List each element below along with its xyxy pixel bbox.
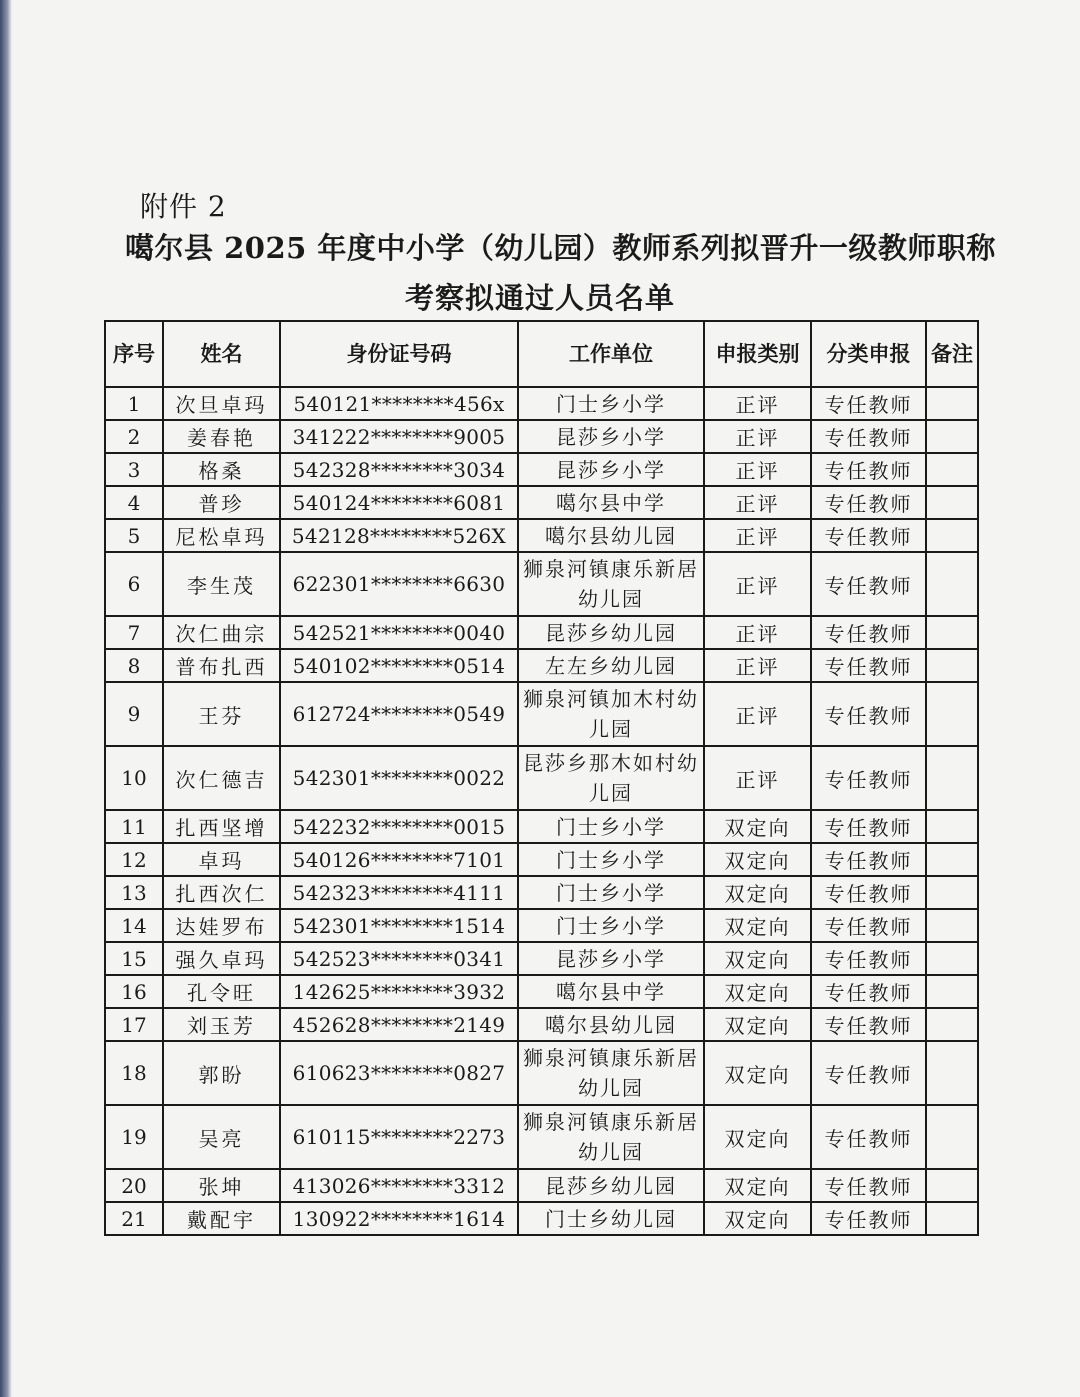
cell-application-type: 双定向 xyxy=(704,1169,811,1202)
document-title-line2: 考察拟通过人员名单 xyxy=(404,281,675,315)
table-row xyxy=(105,810,978,843)
table-row xyxy=(105,1008,978,1041)
cell-id-number: 610623********0827 xyxy=(280,1041,518,1105)
cell-category: 专任教师 xyxy=(811,616,926,649)
cell-note xyxy=(926,519,978,552)
cell-no: 17 xyxy=(105,1008,163,1041)
cell-application-type: 正评 xyxy=(704,649,811,682)
cell-application-type: 双定向 xyxy=(704,876,811,909)
cell-category: 专任教师 xyxy=(811,682,926,746)
cell-name: 次仁曲宗 xyxy=(163,616,280,649)
table-row xyxy=(105,682,978,746)
cell-no: 12 xyxy=(105,843,163,876)
cell-application-type: 双定向 xyxy=(704,942,811,975)
cell-no: 15 xyxy=(105,942,163,975)
table-row xyxy=(105,746,978,810)
cell-category: 专任教师 xyxy=(811,746,926,810)
table-row xyxy=(105,1169,978,1202)
cell-work-unit: 门士乡小学 xyxy=(518,876,704,909)
cell-id-number: 452628********2149 xyxy=(280,1008,518,1041)
cell-note xyxy=(926,975,978,1008)
cell-no: 16 xyxy=(105,975,163,1008)
cell-note xyxy=(926,909,978,942)
cell-note xyxy=(926,942,978,975)
col-header-unit: 工作单位 xyxy=(518,321,704,387)
cell-note xyxy=(926,1008,978,1041)
cell-no: 2 xyxy=(105,420,163,453)
cell-name: 吴亮 xyxy=(163,1105,280,1169)
cell-application-type: 双定向 xyxy=(704,1105,811,1169)
cell-application-type: 正评 xyxy=(704,616,811,649)
cell-work-unit: 门士乡小学 xyxy=(518,387,704,420)
cell-id-number: 130922********1614 xyxy=(280,1202,518,1235)
cell-application-type: 双定向 xyxy=(704,1202,811,1235)
cell-note xyxy=(926,616,978,649)
cell-no: 9 xyxy=(105,682,163,746)
cell-application-type: 正评 xyxy=(704,746,811,810)
cell-work-unit: 昆莎乡小学 xyxy=(518,453,704,486)
table-row xyxy=(105,1105,978,1169)
cell-note xyxy=(926,420,978,453)
table-row xyxy=(105,387,978,420)
cell-id-number: 542328********3034 xyxy=(280,453,518,486)
table-row xyxy=(105,843,978,876)
cell-note xyxy=(926,1202,978,1235)
cell-application-type: 正评 xyxy=(704,552,811,616)
cell-name: 卓玛 xyxy=(163,843,280,876)
candidate-table xyxy=(104,320,979,1236)
cell-category: 专任教师 xyxy=(811,1008,926,1041)
cell-name: 强久卓玛 xyxy=(163,942,280,975)
cell-category: 专任教师 xyxy=(811,519,926,552)
cell-no: 10 xyxy=(105,746,163,810)
cell-no: 20 xyxy=(105,1169,163,1202)
cell-category: 专任教师 xyxy=(811,486,926,519)
cell-category: 专任教师 xyxy=(811,810,926,843)
cell-note xyxy=(926,649,978,682)
cell-note xyxy=(926,810,978,843)
cell-application-type: 双定向 xyxy=(704,843,811,876)
cell-id-number: 540126********7101 xyxy=(280,843,518,876)
cell-work-unit: 狮泉河镇康乐新居幼儿园 xyxy=(518,1041,704,1105)
cell-category: 专任教师 xyxy=(811,552,926,616)
cell-work-unit: 门士乡小学 xyxy=(518,810,704,843)
table-row xyxy=(105,453,978,486)
cell-category: 专任教师 xyxy=(811,649,926,682)
cell-id-number: 540124********6081 xyxy=(280,486,518,519)
cell-id-number: 540121********456x xyxy=(280,387,518,420)
cell-work-unit: 噶尔县幼儿园 xyxy=(518,1008,704,1041)
attachment-label: 附件 2 xyxy=(140,190,227,223)
cell-work-unit: 狮泉河镇康乐新居幼儿园 xyxy=(518,1105,704,1169)
cell-category: 专任教师 xyxy=(811,1041,926,1105)
col-header-type: 申报类别 xyxy=(704,321,811,387)
cell-category: 专任教师 xyxy=(811,942,926,975)
cell-application-type: 正评 xyxy=(704,420,811,453)
cell-id-number: 542523********0341 xyxy=(280,942,518,975)
cell-work-unit: 门士乡小学 xyxy=(518,843,704,876)
page-edge-shadow xyxy=(0,0,12,1397)
cell-name: 格桑 xyxy=(163,453,280,486)
cell-no: 19 xyxy=(105,1105,163,1169)
cell-work-unit: 狮泉河镇康乐新居幼儿园 xyxy=(518,552,704,616)
cell-name: 达娃罗布 xyxy=(163,909,280,942)
cell-id-number: 542301********0022 xyxy=(280,746,518,810)
table-row xyxy=(105,519,978,552)
cell-no: 6 xyxy=(105,552,163,616)
cell-note xyxy=(926,843,978,876)
cell-note xyxy=(926,1041,978,1105)
cell-note xyxy=(926,552,978,616)
cell-note xyxy=(926,387,978,420)
cell-id-number: 610115********2273 xyxy=(280,1105,518,1169)
cell-id-number: 542128********526X xyxy=(280,519,518,552)
cell-name: 郭盼 xyxy=(163,1041,280,1105)
col-header-name: 姓名 xyxy=(163,321,280,387)
cell-work-unit: 噶尔县中学 xyxy=(518,975,704,1008)
cell-name: 普布扎西 xyxy=(163,649,280,682)
cell-no: 14 xyxy=(105,909,163,942)
cell-name: 扎西坚增 xyxy=(163,810,280,843)
cell-no: 11 xyxy=(105,810,163,843)
cell-category: 专任教师 xyxy=(811,420,926,453)
cell-name: 戴配宇 xyxy=(163,1202,280,1235)
cell-work-unit: 噶尔县中学 xyxy=(518,486,704,519)
table-row xyxy=(105,616,978,649)
cell-name: 张坤 xyxy=(163,1169,280,1202)
cell-work-unit: 噶尔县幼儿园 xyxy=(518,519,704,552)
table-row xyxy=(105,486,978,519)
cell-no: 3 xyxy=(105,453,163,486)
cell-application-type: 正评 xyxy=(704,682,811,746)
table-row xyxy=(105,1202,978,1235)
cell-work-unit: 昆莎乡那木如村幼儿园 xyxy=(518,746,704,810)
cell-name: 李生茂 xyxy=(163,552,280,616)
cell-no: 5 xyxy=(105,519,163,552)
cell-id-number: 542232********0015 xyxy=(280,810,518,843)
cell-note xyxy=(926,453,978,486)
cell-id-number: 413026********3312 xyxy=(280,1169,518,1202)
cell-name: 孔令旺 xyxy=(163,975,280,1008)
cell-work-unit: 昆莎乡幼儿园 xyxy=(518,1169,704,1202)
table-header-row xyxy=(105,321,978,387)
cell-note xyxy=(926,682,978,746)
cell-name: 次仁德吉 xyxy=(163,746,280,810)
col-header-category: 分类申报 xyxy=(811,321,926,387)
cell-work-unit: 门士乡小学 xyxy=(518,909,704,942)
cell-no: 21 xyxy=(105,1202,163,1235)
cell-category: 专任教师 xyxy=(811,975,926,1008)
cell-category: 专任教师 xyxy=(811,453,926,486)
table-row xyxy=(105,420,978,453)
table-row xyxy=(105,649,978,682)
cell-no: 8 xyxy=(105,649,163,682)
cell-application-type: 正评 xyxy=(704,519,811,552)
col-header-no: 序号 xyxy=(105,321,163,387)
cell-id-number: 341222********9005 xyxy=(280,420,518,453)
cell-application-type: 正评 xyxy=(704,387,811,420)
cell-name: 次旦卓玛 xyxy=(163,387,280,420)
col-header-note: 备注 xyxy=(926,321,978,387)
cell-id-number: 612724********0549 xyxy=(280,682,518,746)
cell-category: 专任教师 xyxy=(811,387,926,420)
cell-category: 专任教师 xyxy=(811,843,926,876)
cell-application-type: 双定向 xyxy=(704,1008,811,1041)
cell-id-number: 542323********4111 xyxy=(280,876,518,909)
cell-work-unit: 狮泉河镇加木村幼儿园 xyxy=(518,682,704,746)
cell-application-type: 双定向 xyxy=(704,810,811,843)
cell-id-number: 542301********1514 xyxy=(280,909,518,942)
cell-id-number: 542521********0040 xyxy=(280,616,518,649)
document-title-line1: 噶尔县 2025 年度中小学（幼儿园）教师系列拟晋升一级教师职称 xyxy=(125,231,996,265)
cell-work-unit: 昆莎乡幼儿园 xyxy=(518,616,704,649)
cell-no: 13 xyxy=(105,876,163,909)
cell-note xyxy=(926,746,978,810)
cell-application-type: 双定向 xyxy=(704,909,811,942)
col-header-id: 身份证号码 xyxy=(280,321,518,387)
cell-no: 1 xyxy=(105,387,163,420)
cell-note xyxy=(926,1169,978,1202)
cell-name: 尼松卓玛 xyxy=(163,519,280,552)
cell-name: 刘玉芳 xyxy=(163,1008,280,1041)
table-row xyxy=(105,552,978,616)
cell-work-unit: 门士乡幼儿园 xyxy=(518,1202,704,1235)
cell-name: 姜春艳 xyxy=(163,420,280,453)
table-row xyxy=(105,942,978,975)
cell-work-unit: 昆莎乡小学 xyxy=(518,942,704,975)
table-row xyxy=(105,975,978,1008)
cell-no: 18 xyxy=(105,1041,163,1105)
cell-work-unit: 昆莎乡小学 xyxy=(518,420,704,453)
cell-category: 专任教师 xyxy=(811,909,926,942)
table-row xyxy=(105,1041,978,1105)
cell-application-type: 正评 xyxy=(704,486,811,519)
cell-application-type: 正评 xyxy=(704,453,811,486)
cell-application-type: 双定向 xyxy=(704,975,811,1008)
cell-category: 专任教师 xyxy=(811,876,926,909)
cell-category: 专任教师 xyxy=(811,1202,926,1235)
cell-note xyxy=(926,1105,978,1169)
cell-note xyxy=(926,876,978,909)
cell-name: 扎西次仁 xyxy=(163,876,280,909)
cell-id-number: 142625********3932 xyxy=(280,975,518,1008)
table-row xyxy=(105,909,978,942)
cell-note xyxy=(926,486,978,519)
cell-application-type: 双定向 xyxy=(704,1041,811,1105)
cell-work-unit: 左左乡幼儿园 xyxy=(518,649,704,682)
cell-no: 7 xyxy=(105,616,163,649)
cell-id-number: 622301********6630 xyxy=(280,552,518,616)
cell-name: 王芬 xyxy=(163,682,280,746)
cell-category: 专任教师 xyxy=(811,1105,926,1169)
table-body xyxy=(105,387,978,1235)
cell-category: 专任教师 xyxy=(811,1169,926,1202)
table-row xyxy=(105,876,978,909)
cell-id-number: 540102********0514 xyxy=(280,649,518,682)
cell-name: 普珍 xyxy=(163,486,280,519)
cell-no: 4 xyxy=(105,486,163,519)
